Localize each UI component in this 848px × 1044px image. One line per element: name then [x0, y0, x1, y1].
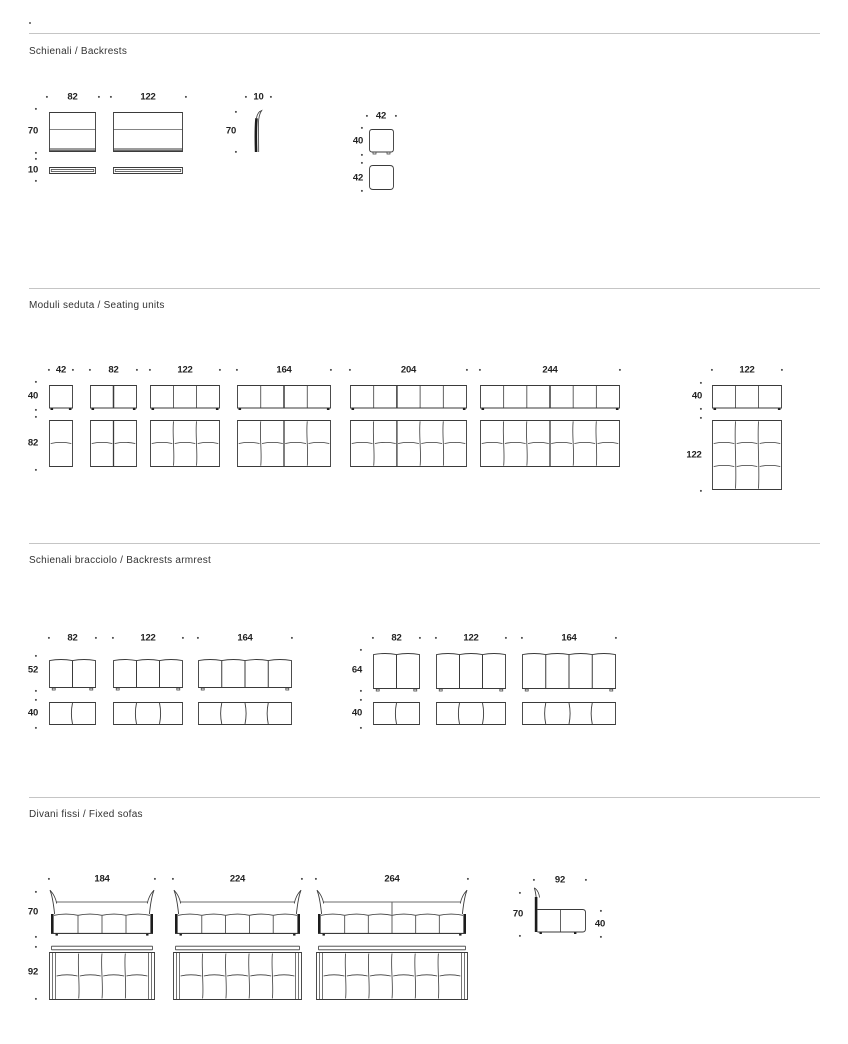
dim-dot [585, 879, 587, 881]
seat-top-view [90, 420, 137, 467]
dim-dot [112, 637, 114, 639]
dim-dot [467, 878, 469, 880]
backrest-front-view [49, 112, 96, 152]
dim-label-width: 184 [94, 873, 110, 885]
dim-label-width: 92 [554, 874, 566, 886]
seat-top-view [49, 420, 73, 467]
seat-top-view [712, 420, 782, 490]
dim-label-height: 52 [27, 664, 39, 676]
dim-dot [35, 381, 37, 383]
dim-dot [360, 727, 362, 729]
dim-dot [97, 96, 99, 98]
dim-dot [109, 96, 111, 98]
dim-label-height: 64 [351, 664, 363, 676]
dim-dot [89, 369, 91, 371]
dim-dot [330, 369, 332, 371]
dim-label-height: 40 [352, 135, 364, 147]
dim-dot [48, 637, 50, 639]
dim-dot [365, 115, 367, 117]
dim-dot [466, 369, 468, 371]
seat-front-view [350, 385, 467, 411]
seat-front-view [49, 385, 73, 411]
dim-dot [149, 369, 151, 371]
dim-dot [236, 369, 238, 371]
section-title-fixed-sofas: Divani fissi / Fixed sofas [29, 809, 143, 820]
dim-dot [315, 878, 317, 880]
dim-label-width: 122 [463, 632, 479, 644]
dim-dot [372, 637, 374, 639]
dim-dot [35, 469, 37, 471]
sofa-front-view [173, 889, 302, 937]
armrest-backrest-front-view [113, 658, 183, 691]
dim-dot [519, 892, 521, 894]
dim-dot [154, 878, 156, 880]
armrest-backrest-top-view [198, 702, 292, 725]
dim-dot [361, 154, 363, 156]
dim-label-width: 164 [561, 632, 577, 644]
dim-label-width: 204 [400, 364, 417, 376]
dim-dot [361, 162, 363, 164]
dim-dot [219, 369, 221, 371]
dim-dot [781, 369, 783, 371]
dim-label-width: 224 [229, 873, 246, 885]
dim-label-depth: 92 [27, 966, 39, 978]
dim-label-width: 82 [67, 91, 78, 103]
dim-label-width: 10 [253, 91, 264, 103]
armrest-backrest-front-view [436, 652, 506, 692]
sofa-side-view [533, 887, 589, 935]
armrest-backrest-top-view [436, 702, 506, 725]
dim-dot [136, 369, 138, 371]
sofa-top-view [173, 945, 302, 1000]
seat-top-view [350, 420, 467, 467]
dim-dot [505, 637, 507, 639]
dim-dot [35, 416, 37, 418]
dim-dot [182, 637, 184, 639]
dim-label-height: 40 [27, 390, 39, 402]
dim-dot [519, 935, 521, 937]
dim-label-width: 244 [542, 364, 558, 376]
dim-label-depth: 82 [27, 437, 39, 449]
dim-dot [35, 699, 37, 701]
dim-dot [95, 637, 97, 639]
dim-label-strip: 10 [27, 164, 39, 176]
dim-label-width: 122 [140, 91, 156, 103]
dim-dot [700, 408, 702, 410]
dim-dot [360, 649, 362, 651]
pouf-front-view [369, 129, 394, 155]
section-title-backrests-armrest: Schienali bracciolo / Backrests armrest [29, 555, 212, 566]
sofa-top-view [49, 945, 155, 1000]
dim-dot [35, 946, 37, 948]
dim-dot [35, 936, 37, 938]
dim-label-width: 122 [140, 632, 156, 644]
seat-top-view [480, 420, 620, 467]
backrest-strip-view [113, 167, 183, 175]
dim-dot [245, 96, 247, 98]
dim-dot [35, 409, 37, 411]
dim-label-seat_height: 40 [594, 918, 606, 930]
dim-dot [35, 655, 37, 657]
dim-label-height: 70 [512, 908, 524, 920]
dim-label-width: 122 [177, 364, 193, 376]
dim-dot [600, 910, 602, 912]
dim-dot [360, 690, 362, 692]
dim-label-width: 164 [237, 632, 253, 644]
dim-dot [291, 637, 293, 639]
backrest-side-view [253, 110, 263, 153]
dim-dot [235, 151, 237, 153]
armrest-backrest-front-view [49, 658, 96, 691]
dim-dot [361, 127, 363, 129]
dim-dot [394, 115, 396, 117]
dim-dot [48, 369, 50, 371]
dim-label-depth: 42 [352, 172, 364, 184]
dim-dot [35, 180, 37, 182]
section-title-backrests: Schienali / Backrests [29, 46, 128, 57]
dim-label-width: 42 [55, 364, 67, 376]
dim-dot [197, 637, 199, 639]
dim-label-width: 264 [384, 873, 400, 885]
dim-dot [361, 190, 363, 192]
armrest-backrest-top-view [522, 702, 616, 725]
dim-dot [360, 699, 362, 701]
seat-front-view [90, 385, 137, 411]
backrest-strip-view [49, 167, 96, 175]
armrest-backrest-front-view [373, 652, 420, 692]
sofa-top-view [316, 945, 468, 1000]
dim-label-height: 40 [691, 390, 703, 402]
seat-front-view [480, 385, 620, 411]
seat-top-view [237, 420, 331, 467]
backrest-front-view [113, 112, 183, 152]
dim-dot [615, 637, 617, 639]
dim-label-depth: 122 [686, 449, 702, 461]
dim-dot [435, 637, 437, 639]
dim-dot [35, 152, 37, 154]
dim-dot [479, 369, 481, 371]
armrest-backrest-front-view [522, 652, 616, 692]
armrest-backrest-top-view [49, 702, 96, 725]
dim-label-width: 42 [375, 110, 387, 122]
sofa-front-view [316, 889, 468, 937]
dim-label-width: 82 [108, 364, 119, 376]
dim-dot [419, 637, 421, 639]
dim-dot [235, 111, 237, 113]
dim-dot [45, 96, 47, 98]
dim-dot [48, 878, 50, 880]
dim-label-depth: 40 [27, 707, 39, 719]
dim-dot [600, 936, 602, 938]
dim-label-depth: 40 [351, 707, 363, 719]
dim-dot [35, 158, 37, 160]
dim-dot [72, 369, 74, 371]
dim-label-height: 70 [27, 906, 39, 918]
dim-dot [35, 998, 37, 1000]
dim-dot [533, 879, 535, 881]
pouf-top-view [369, 165, 394, 190]
dim-dot [270, 96, 272, 98]
dim-label-width: 164 [276, 364, 292, 376]
armrest-backrest-top-view [373, 702, 420, 725]
sofa-front-view [49, 889, 155, 937]
dim-dot [700, 417, 702, 419]
dim-dot [35, 891, 37, 893]
dim-dot [35, 727, 37, 729]
dim-dot [521, 637, 523, 639]
dim-dot [184, 96, 186, 98]
seat-front-view [237, 385, 331, 411]
dim-dot [700, 490, 702, 492]
dim-dot [172, 878, 174, 880]
dim-dot [349, 369, 351, 371]
dim-label-width: 82 [67, 632, 78, 644]
dim-label-height: 70 [27, 125, 39, 137]
seat-front-view [712, 385, 782, 411]
dim-dot [35, 690, 37, 692]
dim-dot [700, 382, 702, 384]
dim-dot [35, 108, 37, 110]
dim-label-height: 70 [225, 125, 237, 137]
dim-label-width: 82 [391, 632, 402, 644]
seat-front-view [150, 385, 220, 411]
dim-dot [711, 369, 713, 371]
armrest-backrest-top-view [113, 702, 183, 725]
seat-top-view [150, 420, 220, 467]
dim-dot [619, 369, 621, 371]
dim-label-width: 122 [739, 364, 755, 376]
armrest-backrest-front-view [198, 658, 292, 691]
dim-dot [301, 878, 303, 880]
section-title-seating-units: Moduli seduta / Seating units [29, 300, 165, 311]
